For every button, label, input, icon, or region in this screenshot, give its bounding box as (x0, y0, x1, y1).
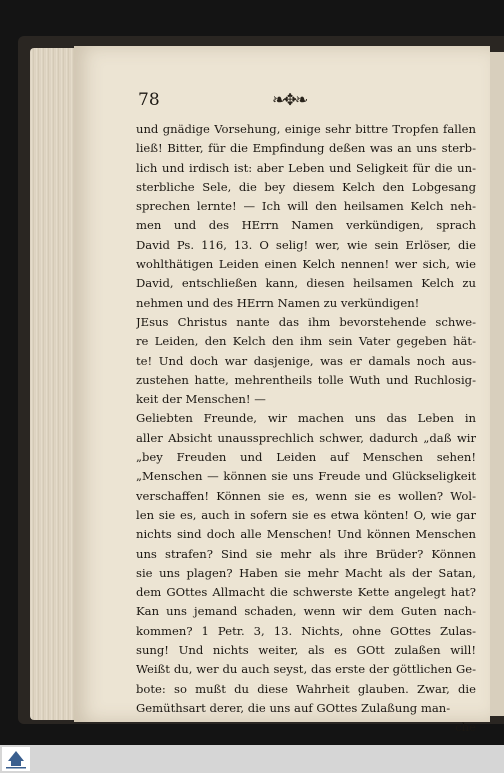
text-line: zustehen hatte, mehrentheils tolle Wuth und Ruchlosig- (136, 372, 476, 387)
text-line: sprechen lernte! — Ich will den heilsamen Kelch neh- (136, 199, 476, 214)
library-logo-icon[interactable] (2, 747, 30, 771)
text-line: nichts sind doch alle Menschen! Und können Menschen (136, 527, 476, 542)
viewer-footer-bar (0, 745, 504, 773)
facing-page-edge (488, 52, 504, 716)
text-line: kommen? 1 Petr. 3, 13. Nichts, ohne GOttes Zulas- (136, 623, 476, 638)
text-line: nehmen und des HErrn Namen zu verkündigen! (136, 295, 420, 310)
text-line: re Leiden, den Kelch den ihm sein Vater gegeben hät- (136, 334, 476, 349)
book-page (74, 46, 490, 735)
header-ornament: ❧✥❧ (272, 90, 307, 109)
text-line: sterbliche Sele, die bey diesem Kelch den Lobgesang (136, 179, 476, 194)
text-line: men und des HErrn Namen verkündigen, sprach (136, 218, 476, 233)
text-line: David, entschließen kann, diesen heilsamen Kelch zu (136, 276, 476, 291)
text-line: bote: so mußt du diese Wahrheit glauben. Zwar, die (136, 681, 476, 696)
text-line: verschaffen! Können sie es, wenn sie es wollen? Wol- (136, 488, 476, 503)
text-line: te! Und doch war dasjenige, was er damals noch aus- (136, 353, 476, 368)
text-line: lich und irdisch ist: aber Leben und Seligkeit für die un- (136, 160, 476, 175)
text-line: len sie es, auch in sofern sie es etwa könten! O, wie gar (136, 507, 476, 522)
text-line: „Menschen — können sie uns Freude und Glückseligkeit (136, 469, 476, 484)
text-line: aller Absicht unaussprechlich schwer, dadurch „daß wir (136, 430, 476, 445)
text-line: Kan uns jemand schaden, wenn wir dem Guten nach- (136, 604, 476, 619)
text-line: sie uns plagen? Haben sie mehr Macht als der Satan, (136, 565, 476, 580)
text-line: wohlthätigen Leiden einen Kelch nennen! wer sich, wie (136, 257, 476, 272)
text-line: sung! Und nichts weiter, als es GOtt zulaßen will! (136, 643, 476, 658)
text-line: Gemüthsart derer, die uns auf GOttes Zulaßung man- (136, 700, 451, 715)
text-line: keit der Menschen! — (136, 392, 266, 407)
page-number: 78 (138, 90, 160, 110)
text-line: und gnädige Vorsehung, einige sehr bittre Tropfen fallen (136, 122, 476, 136)
text-line: „bey Freuden und Leiden auf Menschen sehen! (136, 450, 476, 465)
text-line: uns strafen? Sind sie mehr als ihre Brüder? Können (136, 546, 476, 561)
text-line: JEsus Christus nante das ihm bevorstehende schwe- (136, 314, 476, 329)
text-line: Weißt du, wer du auch seyst, das erste der göttlichen Ge- (136, 662, 476, 677)
text-line: ließ! Bitter, für die Empfindung deßen was an uns sterb- (136, 141, 476, 156)
text-line: David Ps. 116, 13. O selig! wer, wie sein Erlöser, die (136, 237, 476, 252)
page-text (136, 120, 476, 738)
text-line: che (455, 720, 476, 735)
text-line: Geliebten Freunde, wir machen uns das Leben in (136, 411, 476, 426)
text-line: dem GOttes Allmacht die schwerste Kette angelegt hat? (136, 585, 476, 600)
